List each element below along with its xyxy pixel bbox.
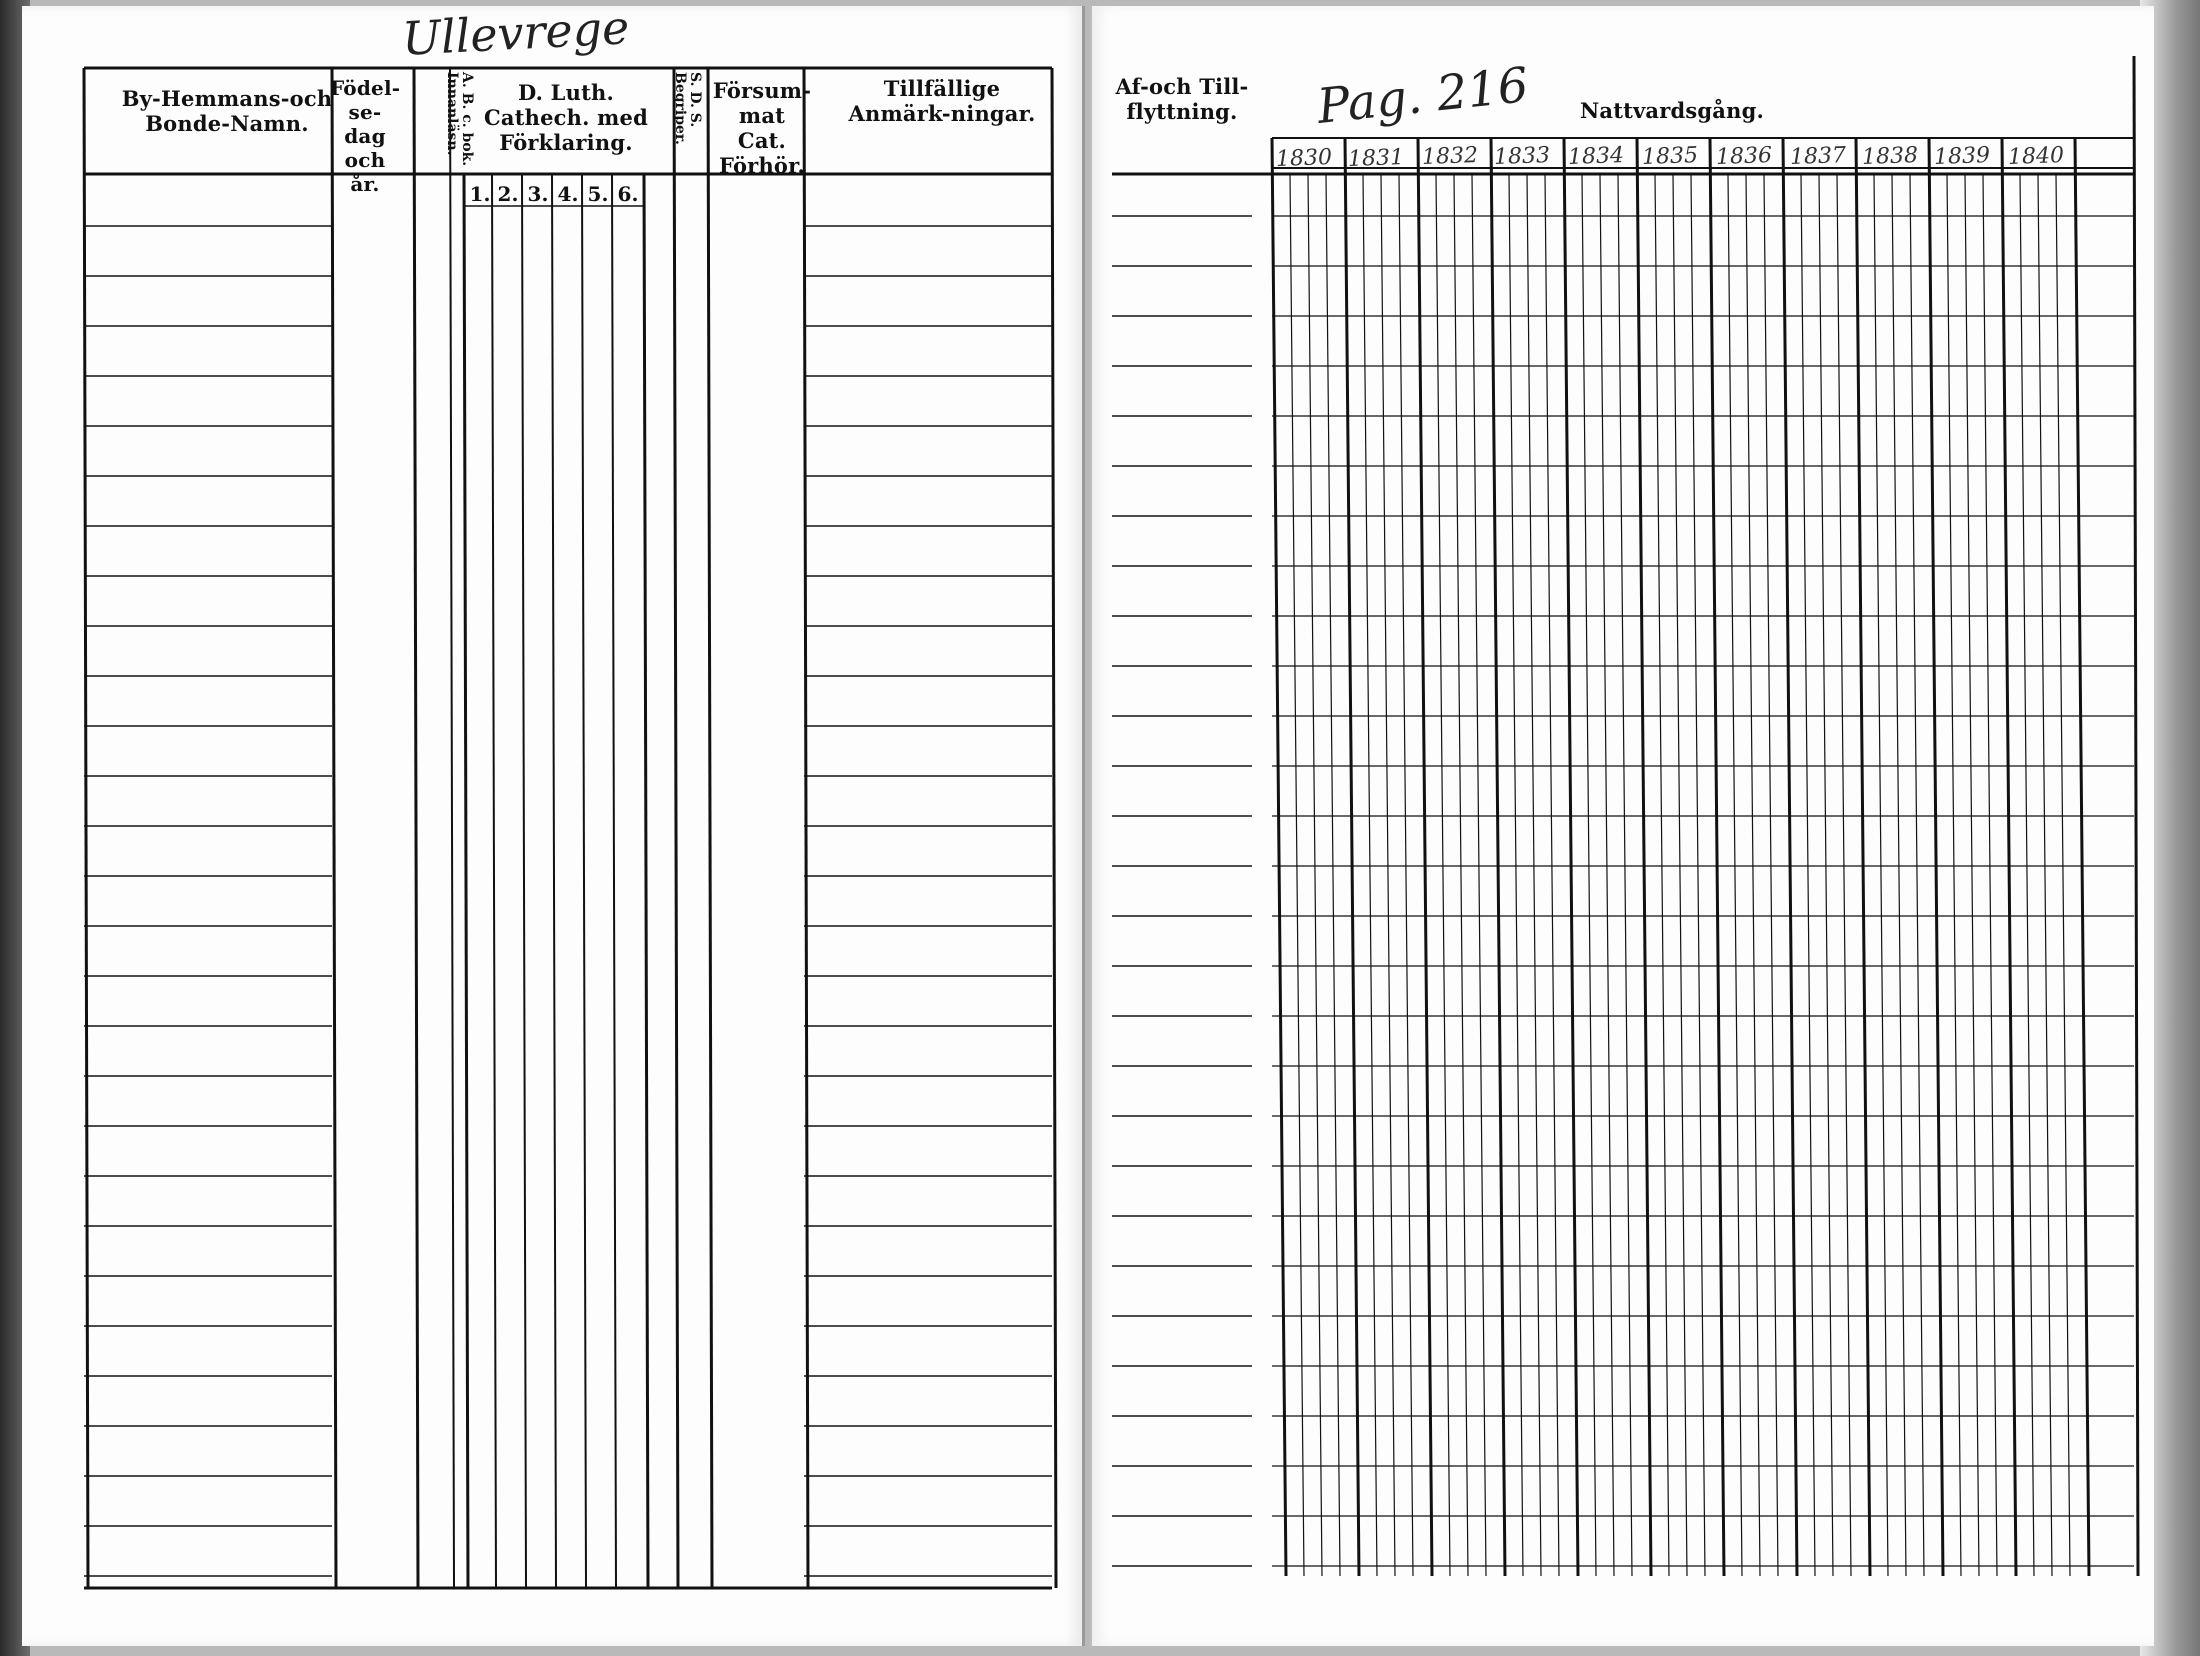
year-1831: 1831	[1347, 145, 1405, 172]
year-column-rule	[1345, 138, 1359, 1576]
header-abc-book: A. B. c. bok. Innanläsn.	[444, 72, 475, 167]
right-outer-rule	[2134, 56, 2138, 1576]
left-column-rule	[708, 68, 712, 1588]
left-column-rule	[492, 174, 496, 1588]
left-column-rule	[522, 174, 526, 1588]
catechism-col-1: 1.	[469, 182, 491, 206]
handwritten-parish-title: Ullevrege	[400, 0, 631, 66]
year-column-rule	[1710, 138, 1724, 1576]
header-notes: Tillfällige Anmärk-ningar.	[848, 76, 1036, 126]
year-column-rule	[1491, 138, 1505, 1576]
left-column-rule	[1052, 68, 1056, 1588]
left-page	[22, 0, 1085, 1646]
left-column-rule	[804, 68, 808, 1588]
year-1837: 1837	[1789, 143, 1847, 170]
left-column-rule	[552, 174, 556, 1588]
year-column-rule	[1929, 138, 1943, 1576]
catechism-col-4: 4.	[557, 182, 579, 206]
year-1835: 1835	[1641, 143, 1699, 170]
header-moving: Af-och Till-flyttning.	[1115, 74, 1249, 124]
catechism-col-2: 2.	[497, 182, 519, 206]
year-column-rule	[1272, 138, 1286, 1576]
left-column-rule	[84, 68, 88, 1588]
handwritten-page-number: Pag. 216	[1314, 57, 1531, 135]
year-1839: 1839	[1933, 143, 1991, 170]
year-1834: 1834	[1567, 143, 1625, 170]
left-column-rule	[674, 68, 678, 1588]
year-1836: 1836	[1715, 143, 1773, 170]
header-forsummat: Försum-mat Cat. Förhör.	[712, 78, 812, 178]
left-column-rule	[464, 174, 468, 1588]
left-page-ruling	[22, 6, 1082, 1646]
year-column-rule	[2002, 138, 2016, 1576]
year-1832: 1832	[1421, 143, 1479, 170]
left-column-rule	[414, 68, 418, 1588]
year-1830: 1830	[1275, 145, 1333, 172]
year-1833: 1833	[1493, 143, 1551, 170]
right-page-ruling	[1092, 6, 2154, 1646]
year-1840: 1840	[2007, 143, 2065, 170]
header-birth: Födel-se-dag och år.	[330, 76, 401, 196]
header-name: By-Hemmans-och Bonde-Namn.	[121, 86, 333, 136]
catechism-col-5: 5.	[587, 182, 609, 206]
header-sds: S. D. S. Begriper.	[672, 72, 703, 145]
header-communion: Nattvardsgång.	[1580, 98, 1764, 123]
year-column-rule	[1564, 138, 1578, 1576]
left-column-rule	[582, 174, 586, 1588]
year-1838: 1838	[1861, 143, 1919, 170]
left-column-rule	[332, 68, 336, 1588]
left-column-rule	[644, 174, 648, 1588]
year-column-rule	[1637, 138, 1651, 1576]
catechism-col-3: 3.	[527, 182, 549, 206]
right-page	[1090, 6, 2154, 1646]
year-column-rule	[1856, 138, 1870, 1576]
year-column-rule	[1783, 138, 1797, 1576]
left-column-rule	[612, 174, 616, 1588]
left-column-rule	[450, 68, 454, 1588]
year-column-rule	[2075, 138, 2089, 1576]
header-catechism: D. Luth. Cathech. med Förklaring.	[484, 80, 648, 155]
catechism-col-6: 6.	[617, 182, 639, 206]
year-column-rule	[1418, 138, 1432, 1576]
